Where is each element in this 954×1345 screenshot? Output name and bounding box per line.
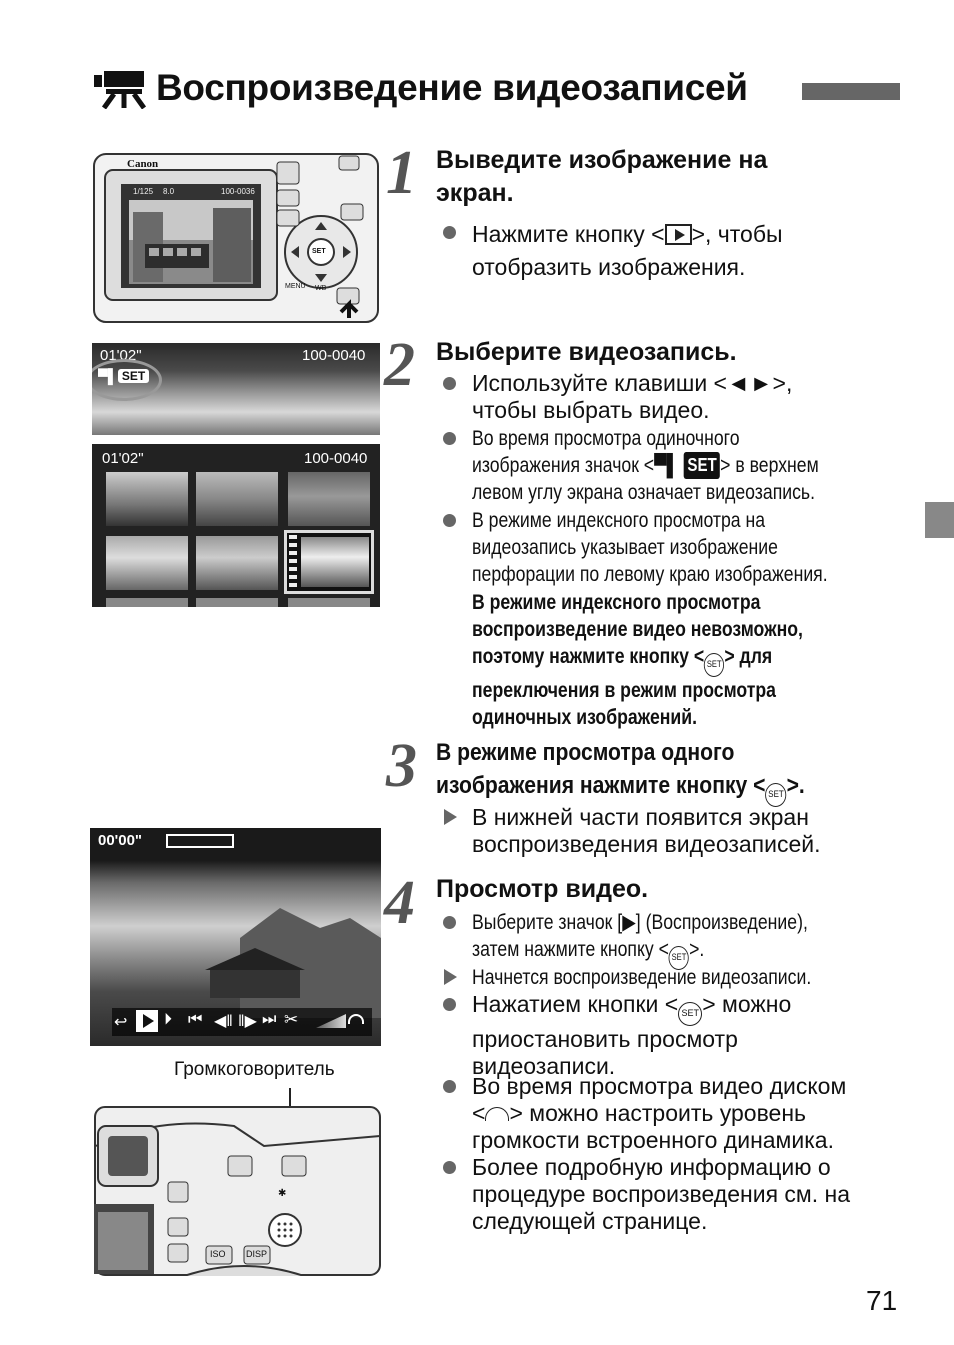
camera-back-illustration [93, 152, 380, 324]
movie-duration: 01'02" [100, 347, 142, 364]
step-4-item-3: Нажатием кнопки < SET > можно приостановить просмотр видеозаписи. [472, 991, 792, 1079]
movie-camera-icon [92, 67, 148, 109]
set-button-icon: SET [678, 1002, 702, 1026]
playback-mountains [90, 888, 381, 1018]
single-movie-screen [92, 343, 380, 435]
step-1-number: 1 [386, 139, 417, 207]
play-icon: ▶ [622, 911, 636, 934]
control-exit-icon[interactable]: ↩ [114, 1014, 128, 1031]
thumb-meadow [196, 536, 278, 590]
camera-disp-label: DISP [246, 1249, 268, 1259]
step-4-number: 4 [384, 869, 415, 937]
title-accent-bar [802, 83, 900, 100]
camera-menu-label: MENU [285, 283, 306, 290]
step-2-bullet-1 [443, 377, 456, 390]
control-previous-frame-icon[interactable]: ◀‖ [214, 1013, 233, 1030]
step-2-item-1: Используйте клавиши <◄►>, чтобы выбрать видео. [472, 370, 793, 423]
thumb-coast [106, 536, 188, 590]
step-1-bullet [443, 226, 456, 239]
step-4-heading: Просмотр видео. [436, 875, 649, 903]
step-2-note: В режиме индексного просмотра воспроизведение видео невозможно, поэтому нажмите кнопку < SET > для переключения в режим просмотра одиночных изображений. [472, 591, 803, 729]
step-4-bullet-4 [443, 1161, 456, 1174]
playback-progress-bar [166, 834, 234, 848]
step-2-bullet-2 [443, 432, 456, 445]
step-3-heading: В режиме просмотра одного изображения нажмите кнопку < SET >. [436, 736, 894, 807]
step-2-item-2: Во время просмотра одиночного изображения значок <▀▌ SET > в верхнем левом углу экрана означает видеозапись. [472, 427, 819, 504]
step-4-bullet-3 [443, 1080, 456, 1093]
control-slow-motion-icon[interactable]: ⏵ [164, 1011, 173, 1028]
playback-button-icon [665, 224, 692, 245]
control-play-icon[interactable] [136, 1010, 158, 1032]
step-3-result-arrow [444, 809, 457, 825]
lcd-aperture: 8.0 [163, 187, 175, 196]
step-1-heading: Выведите изображение на экран. [436, 146, 768, 207]
file-number: 100-0040 [302, 347, 366, 364]
playback-time: 00'00" [98, 832, 143, 849]
set-button-icon: SET [704, 653, 724, 677]
lcd-shutter: 1/125 [133, 187, 154, 196]
main-dial-icon [485, 1107, 509, 1121]
step-3-item-1: В нижней части появится экран воспроизведения видеозаписей. [472, 804, 821, 857]
step-4-item-5: Более подробную информацию о процедуре воспроизведения см. на следующей странице. [472, 1154, 850, 1234]
control-edit-icon[interactable]: ✂ [284, 1010, 299, 1029]
control-first-frame-icon[interactable]: ⏮ [188, 1011, 203, 1028]
page-title [92, 64, 748, 112]
step-4-result-arrow [444, 969, 457, 985]
movie-playback-screen [90, 828, 381, 1046]
dial-icon [348, 1014, 364, 1024]
camera-set-button: SET [312, 248, 326, 255]
step-1-item-1: Нажмите кнопку < >, чтобы отобразить изображения. [472, 221, 783, 280]
step-4-item-2: Начнется воспроизведение видеозаписи. [472, 966, 812, 989]
step-2-number: 2 [384, 331, 415, 399]
thumb-waterfall [106, 472, 188, 526]
camera-wb-label: WB [315, 285, 327, 292]
control-last-frame-icon[interactable]: ⏭ [262, 1011, 277, 1028]
step-3-number: 3 [386, 732, 417, 800]
index-file-number: 100-0040 [304, 450, 368, 467]
step-4-item-4: Во время просмотра видео диском < > можно настроить уровень громкости встроенного динамика. [472, 1073, 847, 1153]
step-2-item-3: В режиме индексного просмотра на видеозапись указывает изображение перфорации по левому краю изображения. [472, 509, 828, 586]
step-4-bullet-1 [443, 916, 456, 929]
step-4-bullet-2 [443, 998, 456, 1011]
thumb-tram [196, 472, 278, 526]
page-title-text: Воспроизведение видеозаписей [156, 67, 748, 108]
camera-iso-label: ISO [210, 1249, 226, 1259]
set-button-icon: SET [765, 783, 786, 807]
movie-icon: ▀▌ [654, 454, 685, 477]
thumb-mountains [288, 472, 370, 526]
set-button-icon: SET [669, 946, 689, 970]
control-next-frame-icon[interactable]: ‖▶ [238, 1013, 257, 1030]
lcd-file-number: 100-0036 [221, 187, 255, 196]
film-perforation [289, 535, 297, 589]
camera-brand: Canon [127, 158, 159, 170]
camera-speaker-illustration [94, 1106, 381, 1276]
step-2-heading: Выберите видеозапись. [436, 338, 737, 366]
index-display-screen [92, 444, 380, 607]
speaker-icon: ✱ [278, 1188, 287, 1199]
section-tab-marker [925, 502, 954, 538]
movie-set-badge: ▀▌ SET [98, 368, 149, 384]
index-duration: 01'02" [102, 450, 144, 467]
step-2-bullet-3 [443, 514, 456, 527]
step-4-item-1: Выберите значок [▶] (Воспроизведение), затем нажмите кнопку < SET >. [472, 909, 909, 970]
thumb-movie-selected [284, 530, 374, 594]
page-number: 71 [866, 1285, 898, 1316]
speaker-caption: Громкоговоритель [174, 1059, 335, 1080]
